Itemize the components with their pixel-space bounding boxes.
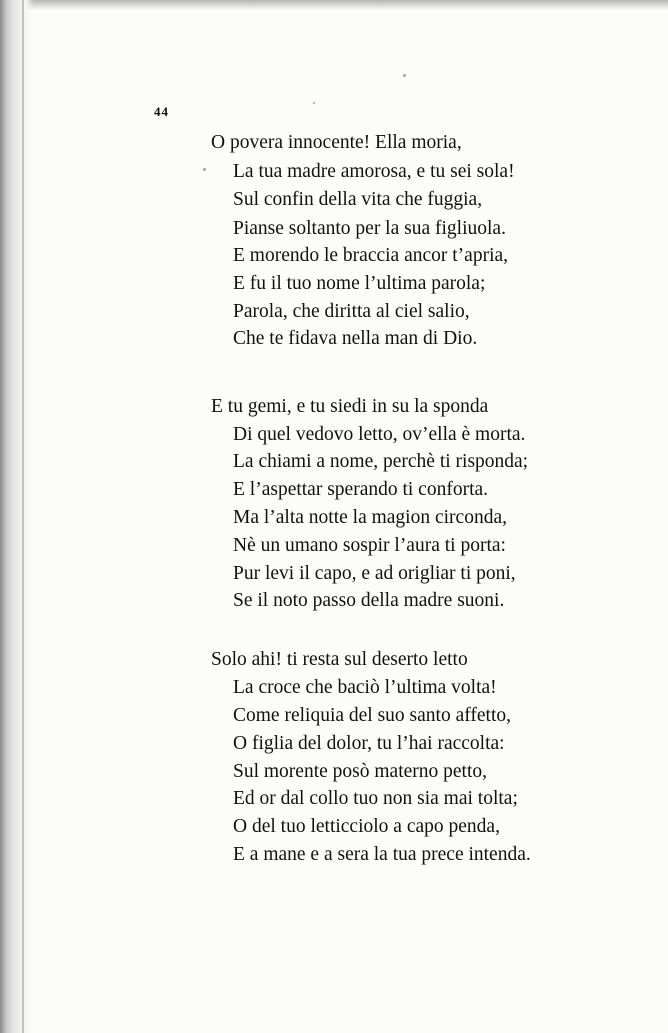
page-binding-shadow [0,0,34,1033]
verse-line: O del tuo letticciolo a capo penda, [233,816,500,837]
verse-line: Pianse soltanto per la sua figliuola. [233,218,506,239]
verse-line: La chiami a nome, perchè ti risponda; [233,451,529,472]
verse-line: E a mane e a sera la tua prece intenda. [233,844,531,865]
verse-line: E morendo le braccia ancor t’apria, [233,245,509,266]
page-number: 44 [154,104,169,119]
verse-line: E fu il tuo nome l’ultima parola; [233,273,486,294]
verse-line: O povera innocente! Ella moria, [211,132,462,153]
binding-line [22,0,24,1033]
verse-line: La tua madre amorosa, e tu sei sola! [233,161,515,182]
ink-speck [403,74,406,77]
verse-line: E l’aspettar sperando ti conforta. [233,479,489,500]
verse-line: Parola, che diritta al ciel salio, [233,301,470,322]
verse-line: Di quel vedovo letto, ov’ella è morta. [233,424,526,445]
verse-line: La croce che baciò l’ultima volta! [233,677,497,698]
verse-line: Ed or dal collo tuo non sia mai tolta; [233,788,518,809]
verse-line: Sul confin della vita che fuggia, [233,189,483,210]
verse-line: Pur levi il capo, e ad origliar ti poni, [233,563,516,584]
verse-line: E tu gemi, e tu siedi in su la sponda [211,396,489,417]
verse-line: Se il noto passo della madre suoni. [233,590,505,611]
verse-line: Nè un umano sospir l’aura ti porta: [233,535,506,556]
verse-line: Solo ahi! ti resta sul deserto letto [211,649,468,670]
verse-line: Che te fidava nella man di Dio. [233,328,478,349]
ink-speck [203,168,206,171]
page-top-edge [0,0,668,10]
verse-line: O figlia del dolor, tu l’hai raccolta: [233,733,505,754]
verse-line: Come reliquia del suo santo affetto, [233,705,511,726]
verse-line: Sul morente posò materno petto, [233,761,487,782]
verse-line: Ma l’alta notte la magion circonda, [233,507,507,528]
